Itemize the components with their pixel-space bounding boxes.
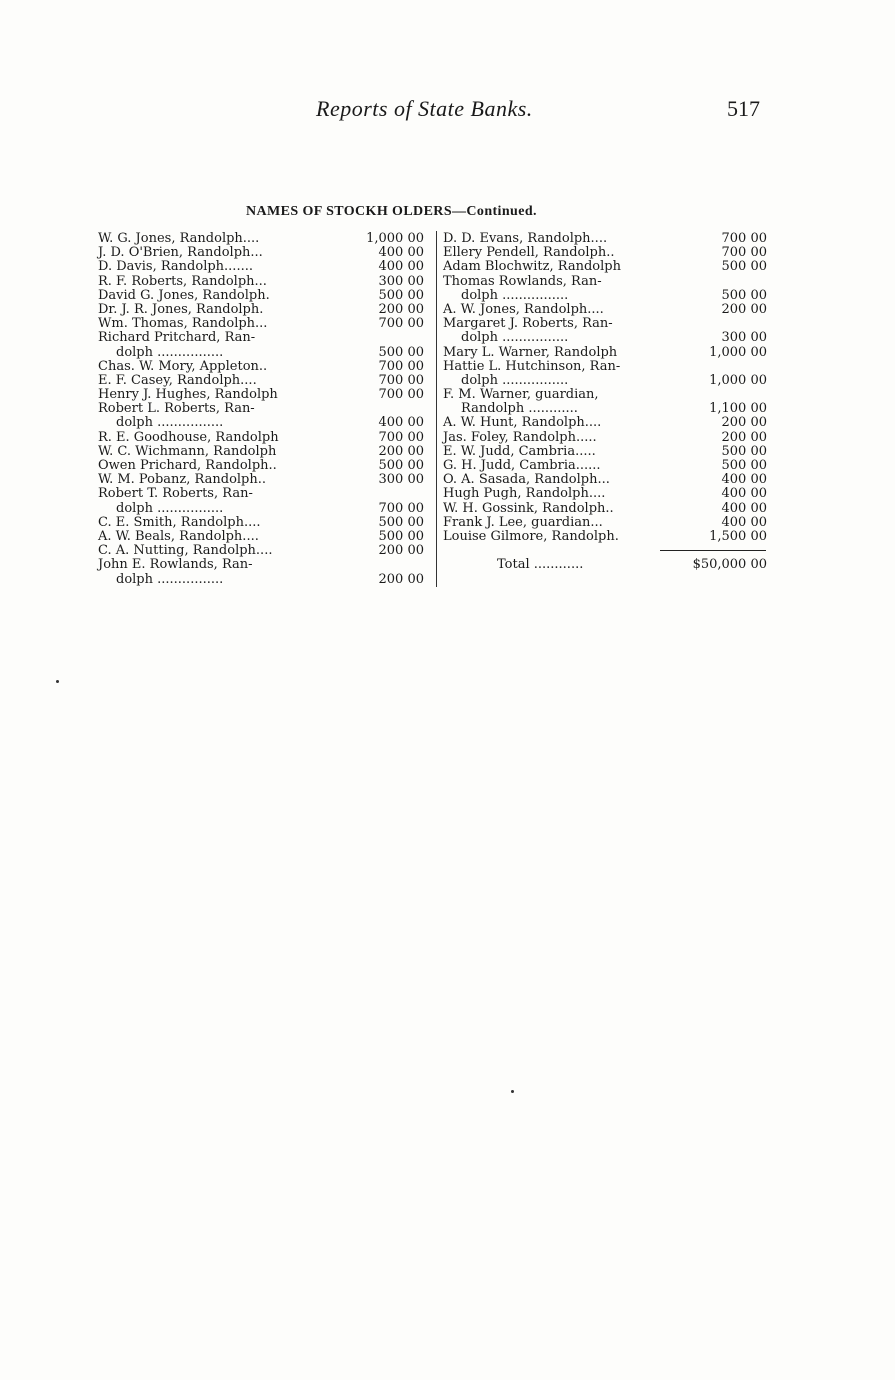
- stockholder-row: [98, 487, 430, 501]
- stockholder-amount: 500 00: [378, 287, 424, 303]
- stockholder-row: [98, 445, 430, 459]
- scan-speck: [511, 1090, 514, 1093]
- stockholder-name: W. G. Jones, Randolph....: [98, 231, 260, 246]
- stockholder-amount: 200 00: [378, 443, 424, 459]
- stockholder-amount: 700 00: [378, 358, 424, 374]
- stockholder-name: Margaret J. Roberts, Ran-: [443, 316, 613, 332]
- stockholder-name: Robert L. Roberts, Ran-: [98, 401, 255, 417]
- stockholder-amount: 300 00: [378, 472, 424, 488]
- stockholder-row: [443, 473, 773, 487]
- stockholder-row: [443, 275, 773, 289]
- stockholder-row: [443, 232, 773, 246]
- stockholder-row: [98, 544, 430, 558]
- stockholder-name: Randolph ............: [461, 401, 578, 417]
- stockholder-name: O. A. Sasada, Randolph...: [443, 472, 610, 488]
- stockholder-name: C. E. Smith, Randolph....: [98, 514, 261, 530]
- stockholder-name: dolph ................: [116, 344, 224, 360]
- page-number: 517: [727, 96, 760, 121]
- stockholders-right-column: [443, 232, 773, 544]
- section-heading: NAMES OF STOCKH OLDERS—Continued.: [246, 204, 537, 219]
- stockholder-name: G. H. Judd, Cambria......: [443, 458, 601, 473]
- stockholder-row: [443, 374, 773, 388]
- stockholder-name: dolph ................: [116, 571, 224, 587]
- total-amount: $50,000 00: [692, 557, 767, 572]
- stockholder-amount: 1,100 00: [709, 401, 767, 417]
- stockholder-amount: 200 00: [721, 301, 767, 317]
- stockholder-amount: 200 00: [378, 301, 424, 317]
- stockholders-left-column: [98, 232, 430, 587]
- stockholder-row: [98, 459, 430, 473]
- stockholder-name: Henry J. Hughes, Randolph: [98, 387, 278, 403]
- stockholder-name: dolph ................: [116, 415, 224, 431]
- stockholder-name: F. M. Warner, guardian,: [443, 387, 599, 403]
- stockholder-amount: 500 00: [378, 528, 424, 544]
- stockholder-name: R. F. Roberts, Randolph...: [98, 273, 267, 289]
- stockholder-row: [98, 232, 430, 246]
- stockholder-row: [98, 303, 430, 317]
- stockholder-name: W. H. Gossink, Randolph..: [443, 500, 614, 516]
- stockholder-name: J. D. O'Brien, Randolph...: [98, 245, 263, 261]
- stockholder-name: Owen Prichard, Randolph..: [98, 458, 277, 473]
- stockholder-amount: 700 00: [721, 231, 767, 246]
- stockholder-name: Louise Gilmore, Randolph.: [443, 528, 619, 544]
- stockholder-row: [98, 331, 430, 345]
- stockholder-row: [443, 360, 773, 374]
- stockholder-name: Richard Pritchard, Ran-: [98, 330, 256, 346]
- stockholder-amount: 700 00: [378, 316, 424, 332]
- stockholder-amount: 500 00: [721, 443, 767, 459]
- stockholder-name: E. W. Judd, Cambria.....: [443, 443, 596, 459]
- stockholder-name: David G. Jones, Randolph.: [98, 287, 270, 303]
- stockholder-name: Robert T. Roberts, Ran-: [98, 486, 253, 502]
- stockholder-amount: 1,000 00: [709, 372, 767, 388]
- stockholder-name: D. D. Evans, Randolph....: [443, 231, 608, 246]
- stockholder-name: Hugh Pugh, Randolph....: [443, 486, 606, 502]
- stockholder-row: [98, 289, 430, 303]
- stockholder-amount: 500 00: [721, 287, 767, 303]
- stockholder-row: [98, 516, 430, 530]
- stockholder-row: [98, 416, 430, 430]
- stockholder-name: Wm. Thomas, Randolph...: [98, 316, 268, 332]
- stockholder-row: [443, 431, 773, 445]
- stockholder-amount: 700 00: [721, 245, 767, 261]
- stockholder-amount: 300 00: [378, 273, 424, 289]
- stockholder-row: [443, 402, 773, 416]
- stockholder-amount: 400 00: [378, 245, 424, 261]
- stockholder-row: [443, 246, 773, 260]
- stockholder-name: Dr. J. R. Jones, Randolph.: [98, 301, 264, 317]
- stockholder-row: [98, 530, 430, 544]
- total-rule: [660, 550, 766, 551]
- stockholder-amount: 1,500 00: [709, 528, 767, 544]
- stockholder-name: Adam Blochwitz, Randolph: [443, 259, 621, 275]
- stockholder-name: Ellery Pendell, Randolph..: [443, 245, 615, 261]
- stockholder-name: John E. Rowlands, Ran-: [98, 557, 253, 573]
- stockholder-name: Mary L. Warner, Randolph: [443, 344, 618, 360]
- stockholder-amount: 400 00: [721, 514, 767, 530]
- stockholder-amount: 200 00: [378, 543, 424, 559]
- stockholder-amount: 400 00: [378, 415, 424, 431]
- stockholder-name: A. W. Beals, Randolph....: [98, 528, 259, 544]
- stockholder-amount: 500 00: [378, 514, 424, 530]
- stockholder-amount: 300 00: [721, 330, 767, 346]
- stockholder-amount: 500 00: [721, 259, 767, 275]
- stockholder-row: [98, 558, 430, 572]
- stockholder-row: [443, 487, 773, 501]
- stockholder-amount: 400 00: [721, 500, 767, 516]
- stockholder-row: [443, 416, 773, 430]
- stockholder-amount: 1,000 00: [709, 344, 767, 360]
- stockholder-row: [443, 289, 773, 303]
- stockholder-row: [443, 459, 773, 473]
- stockholder-name: Frank J. Lee, guardian...: [443, 514, 603, 530]
- total-row: [443, 557, 773, 573]
- stockholder-row: [443, 502, 773, 516]
- stockholder-row: [98, 502, 430, 516]
- stockholder-amount: 400 00: [721, 486, 767, 502]
- stockholder-name: Chas. W. Mory, Appleton..: [98, 358, 268, 374]
- stockholder-row: [98, 388, 430, 402]
- stockholder-row: [443, 516, 773, 530]
- stockholder-row: [443, 530, 773, 544]
- stockholder-row: [98, 246, 430, 260]
- stockholder-name: C. A. Nutting, Randolph....: [98, 543, 273, 559]
- stockholder-row: [98, 275, 430, 289]
- stockholder-row: [443, 346, 773, 360]
- stockholder-amount: 200 00: [721, 429, 767, 445]
- stockholder-amount: 700 00: [378, 429, 424, 445]
- stockholder-name: Hattie L. Hutchinson, Ran-: [443, 358, 621, 374]
- stockholder-amount: 500 00: [378, 458, 424, 473]
- stockholder-row: [443, 260, 773, 274]
- stockholder-row: [98, 431, 430, 445]
- stockholder-name: dolph ................: [461, 287, 569, 303]
- stockholder-amount: 400 00: [721, 472, 767, 488]
- stockholder-row: [98, 473, 430, 487]
- stockholder-name: Jas. Foley, Randolph.....: [443, 429, 597, 445]
- running-header-title: Reports of State Banks.: [316, 96, 533, 121]
- stockholder-name: Thomas Rowlands, Ran-: [443, 273, 602, 289]
- stockholder-amount: 700 00: [378, 500, 424, 516]
- stockholder-name: D. Davis, Randolph.......: [98, 259, 253, 275]
- stockholder-row: [98, 402, 430, 416]
- stockholder-row: [98, 346, 430, 360]
- stockholder-name: A. W. Hunt, Randolph....: [443, 415, 602, 431]
- stockholder-amount: 500 00: [378, 344, 424, 360]
- stockholder-name: E. F. Casey, Randolph....: [98, 372, 257, 388]
- column-divider: [436, 231, 437, 587]
- stockholder-name: dolph ................: [461, 372, 569, 388]
- stockholder-amount: 700 00: [378, 387, 424, 403]
- stockholder-row: [98, 317, 430, 331]
- stockholder-name: W. M. Pobanz, Randolph..: [98, 472, 267, 488]
- stockholder-name: R. E. Goodhouse, Randolph: [98, 429, 279, 445]
- scan-speck: [56, 680, 59, 683]
- stockholder-amount: 500 00: [721, 458, 767, 473]
- stockholder-amount: 200 00: [378, 571, 424, 587]
- stockholder-row: [443, 331, 773, 345]
- stockholder-name: dolph ................: [116, 500, 224, 516]
- stockholder-row: [443, 445, 773, 459]
- stockholder-name: A. W. Jones, Randolph....: [443, 301, 604, 317]
- stockholder-amount: 200 00: [721, 415, 767, 431]
- stockholder-row: [98, 374, 430, 388]
- stockholder-amount: 1,000 00: [366, 231, 424, 246]
- stockholder-amount: 400 00: [378, 259, 424, 275]
- stockholder-row: [443, 303, 773, 317]
- total-label: Total ............: [497, 557, 584, 572]
- stockholder-row: [98, 360, 430, 374]
- stockholder-name: dolph ................: [461, 330, 569, 346]
- stockholder-row: [98, 573, 430, 587]
- stockholder-row: [443, 317, 773, 331]
- stockholder-name: W. C. Wichmann, Randolph: [98, 443, 277, 459]
- stockholder-row: [98, 260, 430, 274]
- stockholder-row: [443, 388, 773, 402]
- stockholder-amount: 700 00: [378, 372, 424, 388]
